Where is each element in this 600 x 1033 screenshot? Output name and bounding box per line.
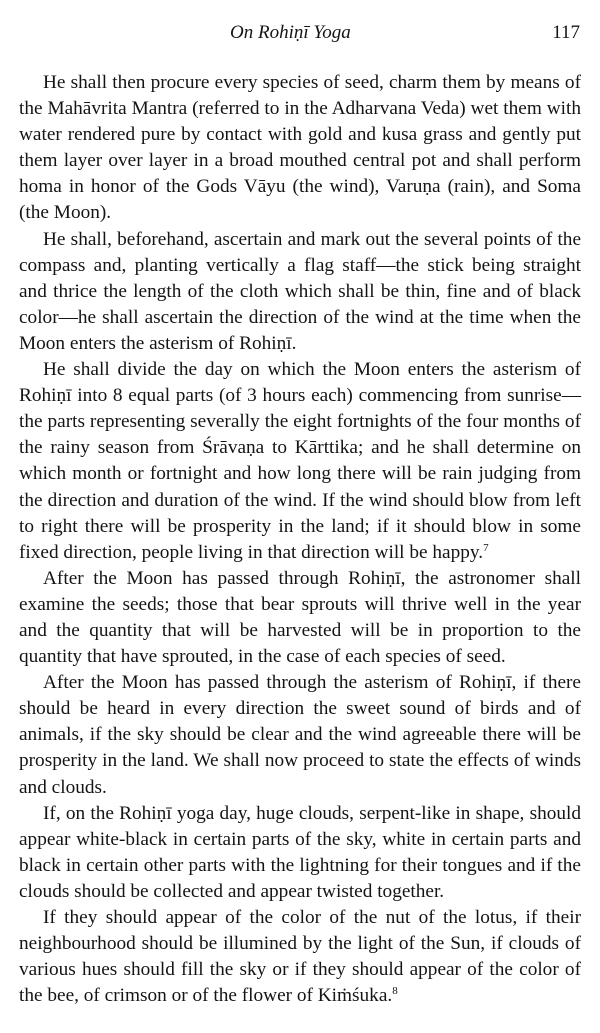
page-header bbox=[0, 22, 600, 52]
paragraph-text: If they should appear of the color of the nut of the lotus, if their neighbourhood should be illumined by the light of the Sun, if clouds of various hues should fill the sky or if they should appear of the color of the bee, of crimson or of the flower of Kiṁśuka. bbox=[19, 907, 581, 1007]
paragraph-text: If, on the Rohiṇī yoga day, huge clouds, serpent-like in shape, should appear white-black in certain parts of the sky, white in certain parts and black in certain other parts with the lightning for their tongues and if the clouds should be collected and appear twisted together. bbox=[19, 802, 581, 902]
footnote-marker: 7 bbox=[483, 541, 489, 554]
paragraph-text: He shall then procure every species of seed, charm them by means of the Mahāvrita Mantra (referred to in the Adharvana Veda) wet them with water rendered pure by contact with gold and kusa grass and gently put them layer over layer in a broad mouthed central pot and shall perform homa in honor of the Gods Vāyu (the wind), Varuṇa (rain), and Soma (the Moon). bbox=[19, 72, 581, 224]
paragraph-text: After the Moon has passed through Rohiṇī, the astronomer shall examine the seeds; those that bear sprouts will thrive well in the year and the quantity that will be harvested will be in proportion to the quantity that have sprouted, in the case of each species of seed. bbox=[19, 567, 581, 668]
page-number: 117 bbox=[552, 22, 580, 43]
paragraph bbox=[19, 566, 581, 670]
paragraph bbox=[19, 70, 581, 227]
paragraph bbox=[19, 905, 581, 1009]
paragraph-text: After the Moon has passed through the asterism of Rohiṇī, if there should be heard in every direction the sweet sound of birds and of animals, if the sky should be clear and the wind agreeable there will be prosperity in the land. We shall now proceed to state the effects of winds and clouds. bbox=[19, 672, 581, 798]
running-title: On Rohiṇī Yoga bbox=[230, 22, 351, 43]
paragraph bbox=[19, 357, 581, 566]
body-text bbox=[19, 70, 581, 1009]
paragraph bbox=[19, 227, 581, 357]
footnote-marker: 8 bbox=[392, 985, 398, 998]
paragraph bbox=[19, 670, 581, 800]
paragraph-text: He shall, beforehand, ascertain and mark out the several points of the compass and, planting vertically a flag staff—the stick being straight and thrice the length of the cloth which shall be thin, fine and of black color—he shall ascertain the direction of the wind at the time when the Moon enters the asterism of Rohiṇī. bbox=[19, 228, 581, 354]
paragraph-text: He shall divide the day on which the Moon enters the asterism of Rohiṇī into 8 equal parts (of 3 hours each) commencing from sunrise—the parts representing severally the eight fortnights of the four months of the rainy season from Śrāvaṇa to Kārttika; and he shall determine on which month or fortnight and how long there will be rain judging from the direction and duration of the wind. If the wind should blow from left to right there will be prosperity in the land; if it should blow in some fixed direction, people living in that direction will be happy. bbox=[19, 359, 581, 563]
paragraph bbox=[19, 801, 581, 905]
